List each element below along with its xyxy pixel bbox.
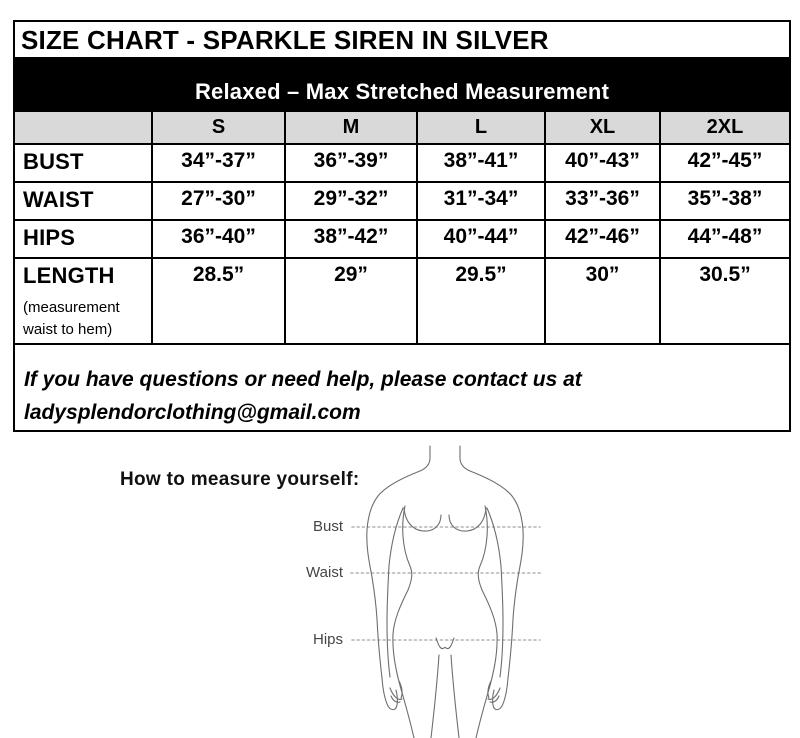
cell-length-2xl: 30.5” bbox=[660, 258, 790, 344]
table-row-length bbox=[14, 258, 790, 344]
row-label-waist: WAIST bbox=[14, 182, 152, 220]
column-header-s: S bbox=[152, 111, 285, 144]
size-header-row bbox=[14, 111, 790, 144]
body-outline bbox=[367, 446, 523, 738]
size-chart-table bbox=[13, 20, 791, 432]
contact-email: ladysplendorclothing@gmail.com bbox=[24, 400, 361, 424]
cell-bust-2xl: 42”-45” bbox=[660, 144, 790, 182]
row-label-length-cell bbox=[14, 258, 152, 344]
cell-bust-s: 34”-37” bbox=[152, 144, 285, 182]
cell-length-s: 28.5” bbox=[152, 258, 285, 344]
subtitle-row bbox=[14, 58, 790, 111]
cell-waist-xl: 33”-36” bbox=[545, 182, 660, 220]
page-title: SIZE CHART - SPARKLE SIREN IN SILVER bbox=[14, 21, 790, 58]
column-header-m: M bbox=[285, 111, 417, 144]
cell-hips-xl: 42”-46” bbox=[545, 220, 660, 258]
figure-label-waist: Waist bbox=[306, 564, 343, 581]
measure-heading: How to measure yourself: bbox=[120, 469, 360, 490]
column-header-l: L bbox=[417, 111, 545, 144]
cell-waist-s: 27”-30” bbox=[152, 182, 285, 220]
table-row-hips bbox=[14, 220, 790, 258]
cell-length-xl: 30” bbox=[545, 258, 660, 344]
table-row-bust bbox=[14, 144, 790, 182]
corner-cell bbox=[14, 111, 152, 144]
title-row bbox=[14, 21, 790, 58]
cell-hips-m: 38”-42” bbox=[285, 220, 417, 258]
cell-length-l: 29.5” bbox=[417, 258, 545, 344]
row-label-length: LENGTH bbox=[23, 263, 115, 288]
figure-label-hips: Hips bbox=[312, 631, 343, 648]
cell-waist-m: 29”-32” bbox=[285, 182, 417, 220]
body-figure bbox=[350, 440, 620, 738]
cell-hips-l: 40”-44” bbox=[417, 220, 545, 258]
cell-bust-m: 36”-39” bbox=[285, 144, 417, 182]
cell-hips-2xl: 44”-48” bbox=[660, 220, 790, 258]
row-label-hips: HIPS bbox=[14, 220, 152, 258]
row-label-length-note: (measurement waist to hem) bbox=[23, 299, 120, 338]
cell-length-m: 29” bbox=[285, 258, 417, 344]
contact-row bbox=[14, 344, 790, 431]
table-subtitle: Relaxed – Max Stretched Measurement bbox=[14, 58, 790, 111]
figure-label-bust: Bust bbox=[312, 518, 343, 535]
contact-note bbox=[14, 344, 790, 431]
cell-hips-s: 36”-40” bbox=[152, 220, 285, 258]
cell-bust-xl: 40”-43” bbox=[545, 144, 660, 182]
cell-waist-l: 31”-34” bbox=[417, 182, 545, 220]
contact-text-line1: If you have questions or need help, please contact us at bbox=[24, 368, 582, 391]
column-header-2xl: 2XL bbox=[660, 111, 790, 144]
table-row-waist bbox=[14, 182, 790, 220]
cell-waist-2xl: 35”-38” bbox=[660, 182, 790, 220]
cell-bust-l: 38”-41” bbox=[417, 144, 545, 182]
row-label-bust: BUST bbox=[14, 144, 152, 182]
column-header-xl: XL bbox=[545, 111, 660, 144]
